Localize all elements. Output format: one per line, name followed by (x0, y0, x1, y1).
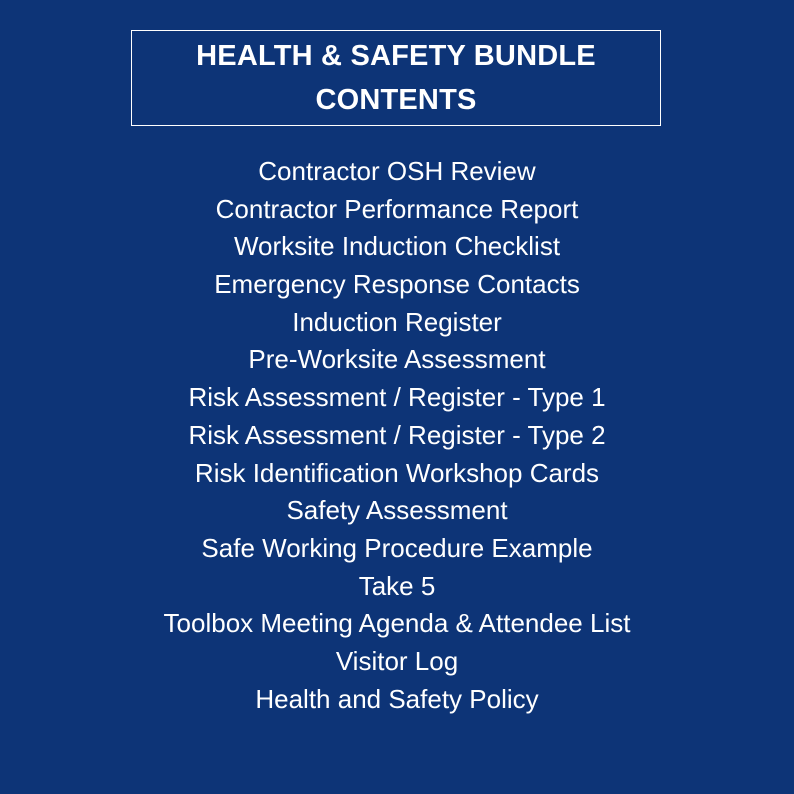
list-item: Risk Assessment / Register - Type 1 (188, 382, 606, 413)
list-item: Health and Safety Policy (255, 683, 539, 714)
list-item: Worksite Induction Checklist (233, 231, 561, 262)
list-item: Risk Assessment / Register - Type 2 (188, 419, 606, 450)
list-item: Pre-Worksite Assessment (248, 344, 546, 375)
title-line-1: HEALTH & SAFETY BUNDLE (196, 40, 596, 72)
title-line-2: CONTENTS (315, 84, 477, 116)
list-item: Safe Working Procedure Example (201, 532, 593, 563)
list-item: Contractor Performance Report (215, 193, 579, 224)
list-item: Emergency Response Contacts (214, 269, 580, 300)
list-item: Risk Identification Workshop Cards (194, 457, 600, 488)
list-item: Take 5 (358, 570, 436, 601)
list-item: Safety Assessment (286, 495, 508, 526)
contents-list (0, 153, 794, 718)
list-item: Contractor OSH Review (258, 156, 536, 186)
list-item: Induction Register (292, 306, 502, 337)
title-box (131, 30, 661, 126)
list-item: Visitor Log (335, 645, 459, 676)
list-item: Toolbox Meeting Agenda & Attendee List (163, 608, 631, 639)
